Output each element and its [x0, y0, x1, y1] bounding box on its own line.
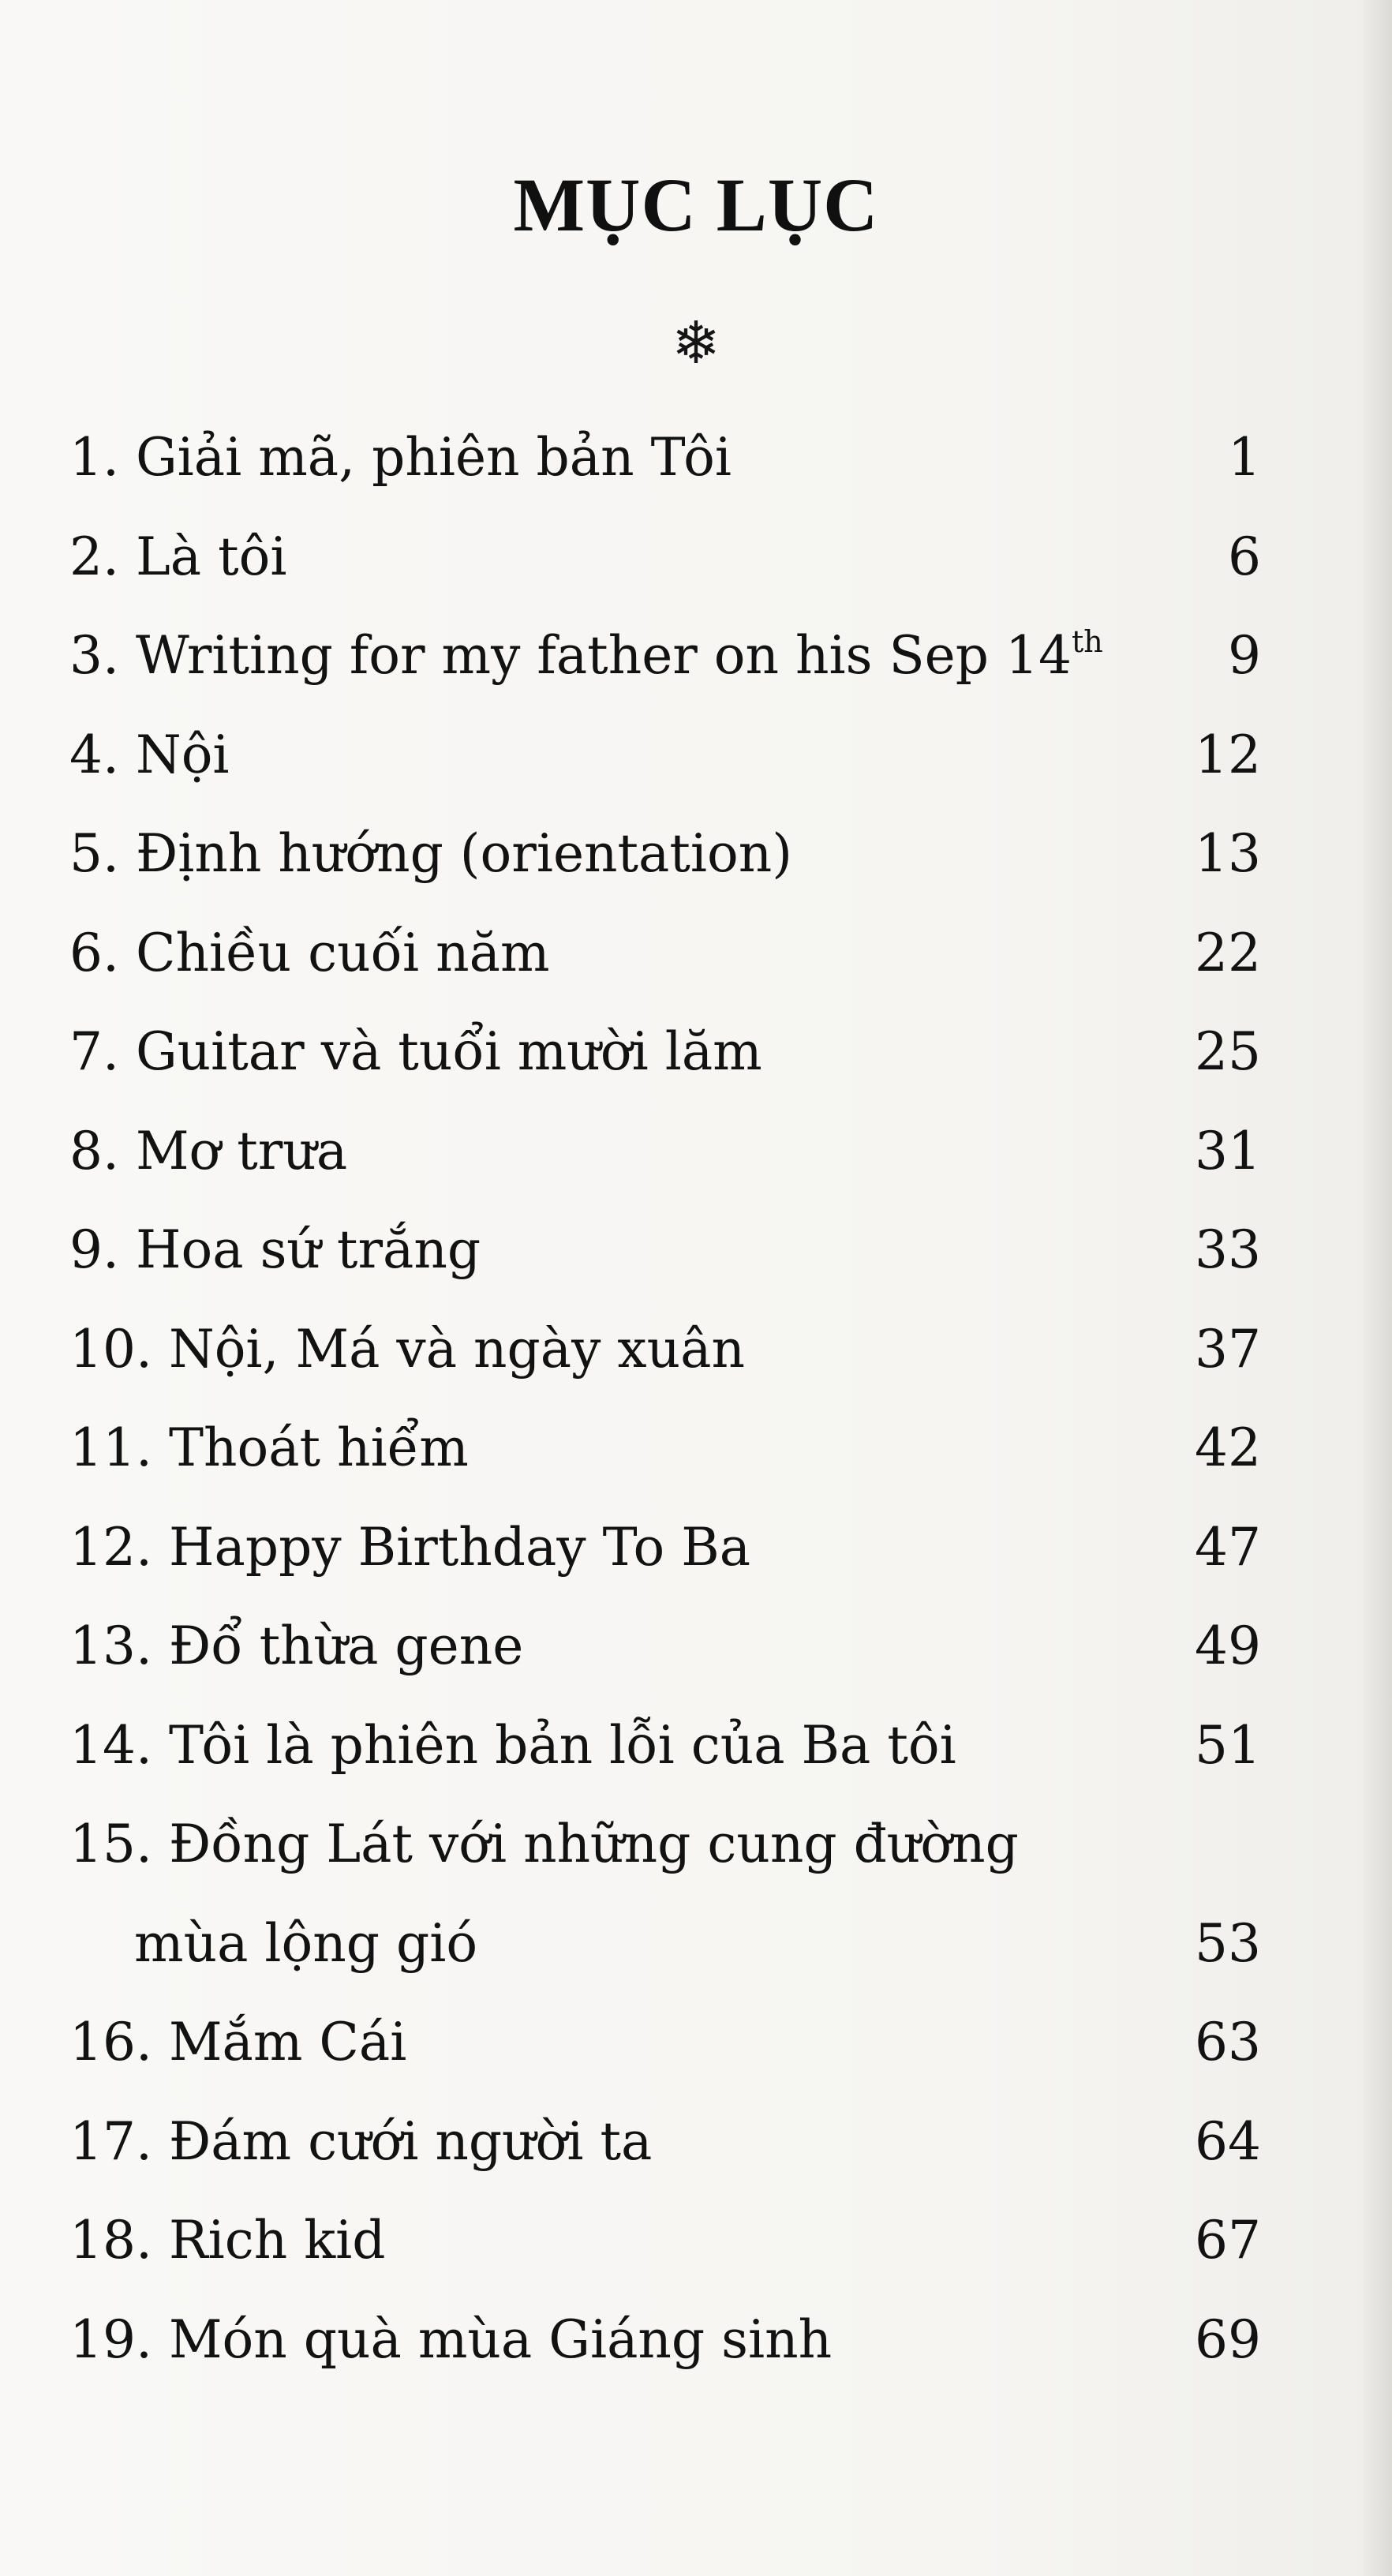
toc-entry-page-number: 33: [1195, 1219, 1261, 1280]
toc-entry-title: 17. Đám cưới người ta: [69, 2110, 653, 2172]
page-title: MỤC LỤC: [513, 163, 879, 247]
toc-entry: [0, 526, 1392, 625]
toc-entry: [0, 2011, 1392, 2110]
toc-entry: [0, 1318, 1392, 1417]
toc-entry-title: 11. Thoát hiểm: [69, 1417, 469, 1478]
toc-entry-page-number: 51: [1195, 1714, 1261, 1776]
toc-entry-page-number: 67: [1195, 2210, 1261, 2271]
toc-entry: [0, 822, 1392, 922]
toc-entry: [0, 2308, 1392, 2408]
toc-entry-title: 18. Rich kid: [69, 2210, 386, 2271]
toc-entry-title: 3. Writing for my father on his Sep 14th: [69, 624, 1103, 686]
toc-entry: [0, 922, 1392, 1021]
snowflake-icon: ❄: [671, 309, 720, 377]
toc-entry-title: 16. Mắm Cái: [69, 2012, 407, 2072]
toc-entry-title-continuation: mùa lộng gió: [134, 1912, 478, 1974]
toc-entry-page-number: 13: [1195, 823, 1261, 884]
toc-entry-title: 9. Hoa sứ trắng: [69, 1219, 481, 1280]
toc-entry-title: 13. Đổ thừa gene: [69, 1616, 524, 1676]
toc-entry-title: 15. Đồng Lát với những cung đường: [69, 1814, 1019, 1874]
toc-entry-page-number: 42: [1195, 1417, 1261, 1478]
toc-entry-title: 2. Là tôi: [69, 526, 287, 587]
toc-entry-page-number: 25: [1195, 1021, 1261, 1082]
toc-entry: [0, 1714, 1392, 1814]
toc-entry-page-number: 31: [1195, 1120, 1261, 1181]
toc-entry-page-number: 49: [1195, 1616, 1261, 1676]
toc-entry: [0, 1516, 1392, 1616]
toc-entry-page-number: 1: [1228, 427, 1261, 488]
toc-entry-page-number: 47: [1195, 1516, 1261, 1578]
toc-entry-page-number: 69: [1195, 2308, 1261, 2370]
toc-entry-page-number: 9: [1228, 625, 1261, 686]
toc-entry-page-number: 63: [1195, 2012, 1261, 2072]
toc-entry-page-number: 64: [1195, 2110, 1261, 2172]
toc-entry: [0, 2209, 1392, 2308]
toc-entry-continuation-line: [0, 1912, 1392, 2012]
toc-entry: [0, 1120, 1392, 1219]
toc-entry: [0, 1813, 1392, 1912]
toc-entry-title: 8. Mơ trưa: [69, 1120, 348, 1181]
ordinal-suffix: th: [1071, 624, 1103, 659]
toc-entry-title: 7. Guitar và tuổi mười lăm: [69, 1021, 762, 1082]
toc-entry-title: 12. Happy Birthday To Ba: [69, 1516, 751, 1578]
toc-entry: [0, 1417, 1392, 1516]
toc-entry: [0, 1615, 1392, 1714]
toc-entry-title: 19. Món quà mùa Giáng sinh: [69, 2308, 833, 2370]
toc-entry: [0, 1219, 1392, 1318]
toc-entry-title: 5. Định hướng (orientation): [69, 823, 793, 884]
toc-entry-page-number: 6: [1228, 526, 1261, 587]
toc-entry: [0, 426, 1392, 526]
toc-entry: [0, 624, 1392, 724]
toc-entry-page-number: 12: [1195, 724, 1261, 785]
toc-entry-title: 10. Nội, Má và ngày xuân: [69, 1318, 745, 1380]
toc-entry-title: 14. Tôi là phiên bản lỗi của Ba tôi: [69, 1714, 956, 1776]
toc-entry-page-number: 37: [1195, 1318, 1261, 1380]
toc-entry: [0, 724, 1392, 823]
toc-entry: [0, 1020, 1392, 1120]
toc-entry-page-number: 22: [1195, 922, 1261, 983]
toc-entry-title: 1. Giải mã, phiên bản Tôi: [69, 427, 732, 488]
toc-entry: [0, 2110, 1392, 2210]
toc-entry-title: 4. Nội: [69, 724, 230, 785]
toc-entry-title: 6. Chiều cuối năm: [69, 922, 550, 983]
toc-entry-page-number: 53: [1195, 1912, 1261, 1974]
